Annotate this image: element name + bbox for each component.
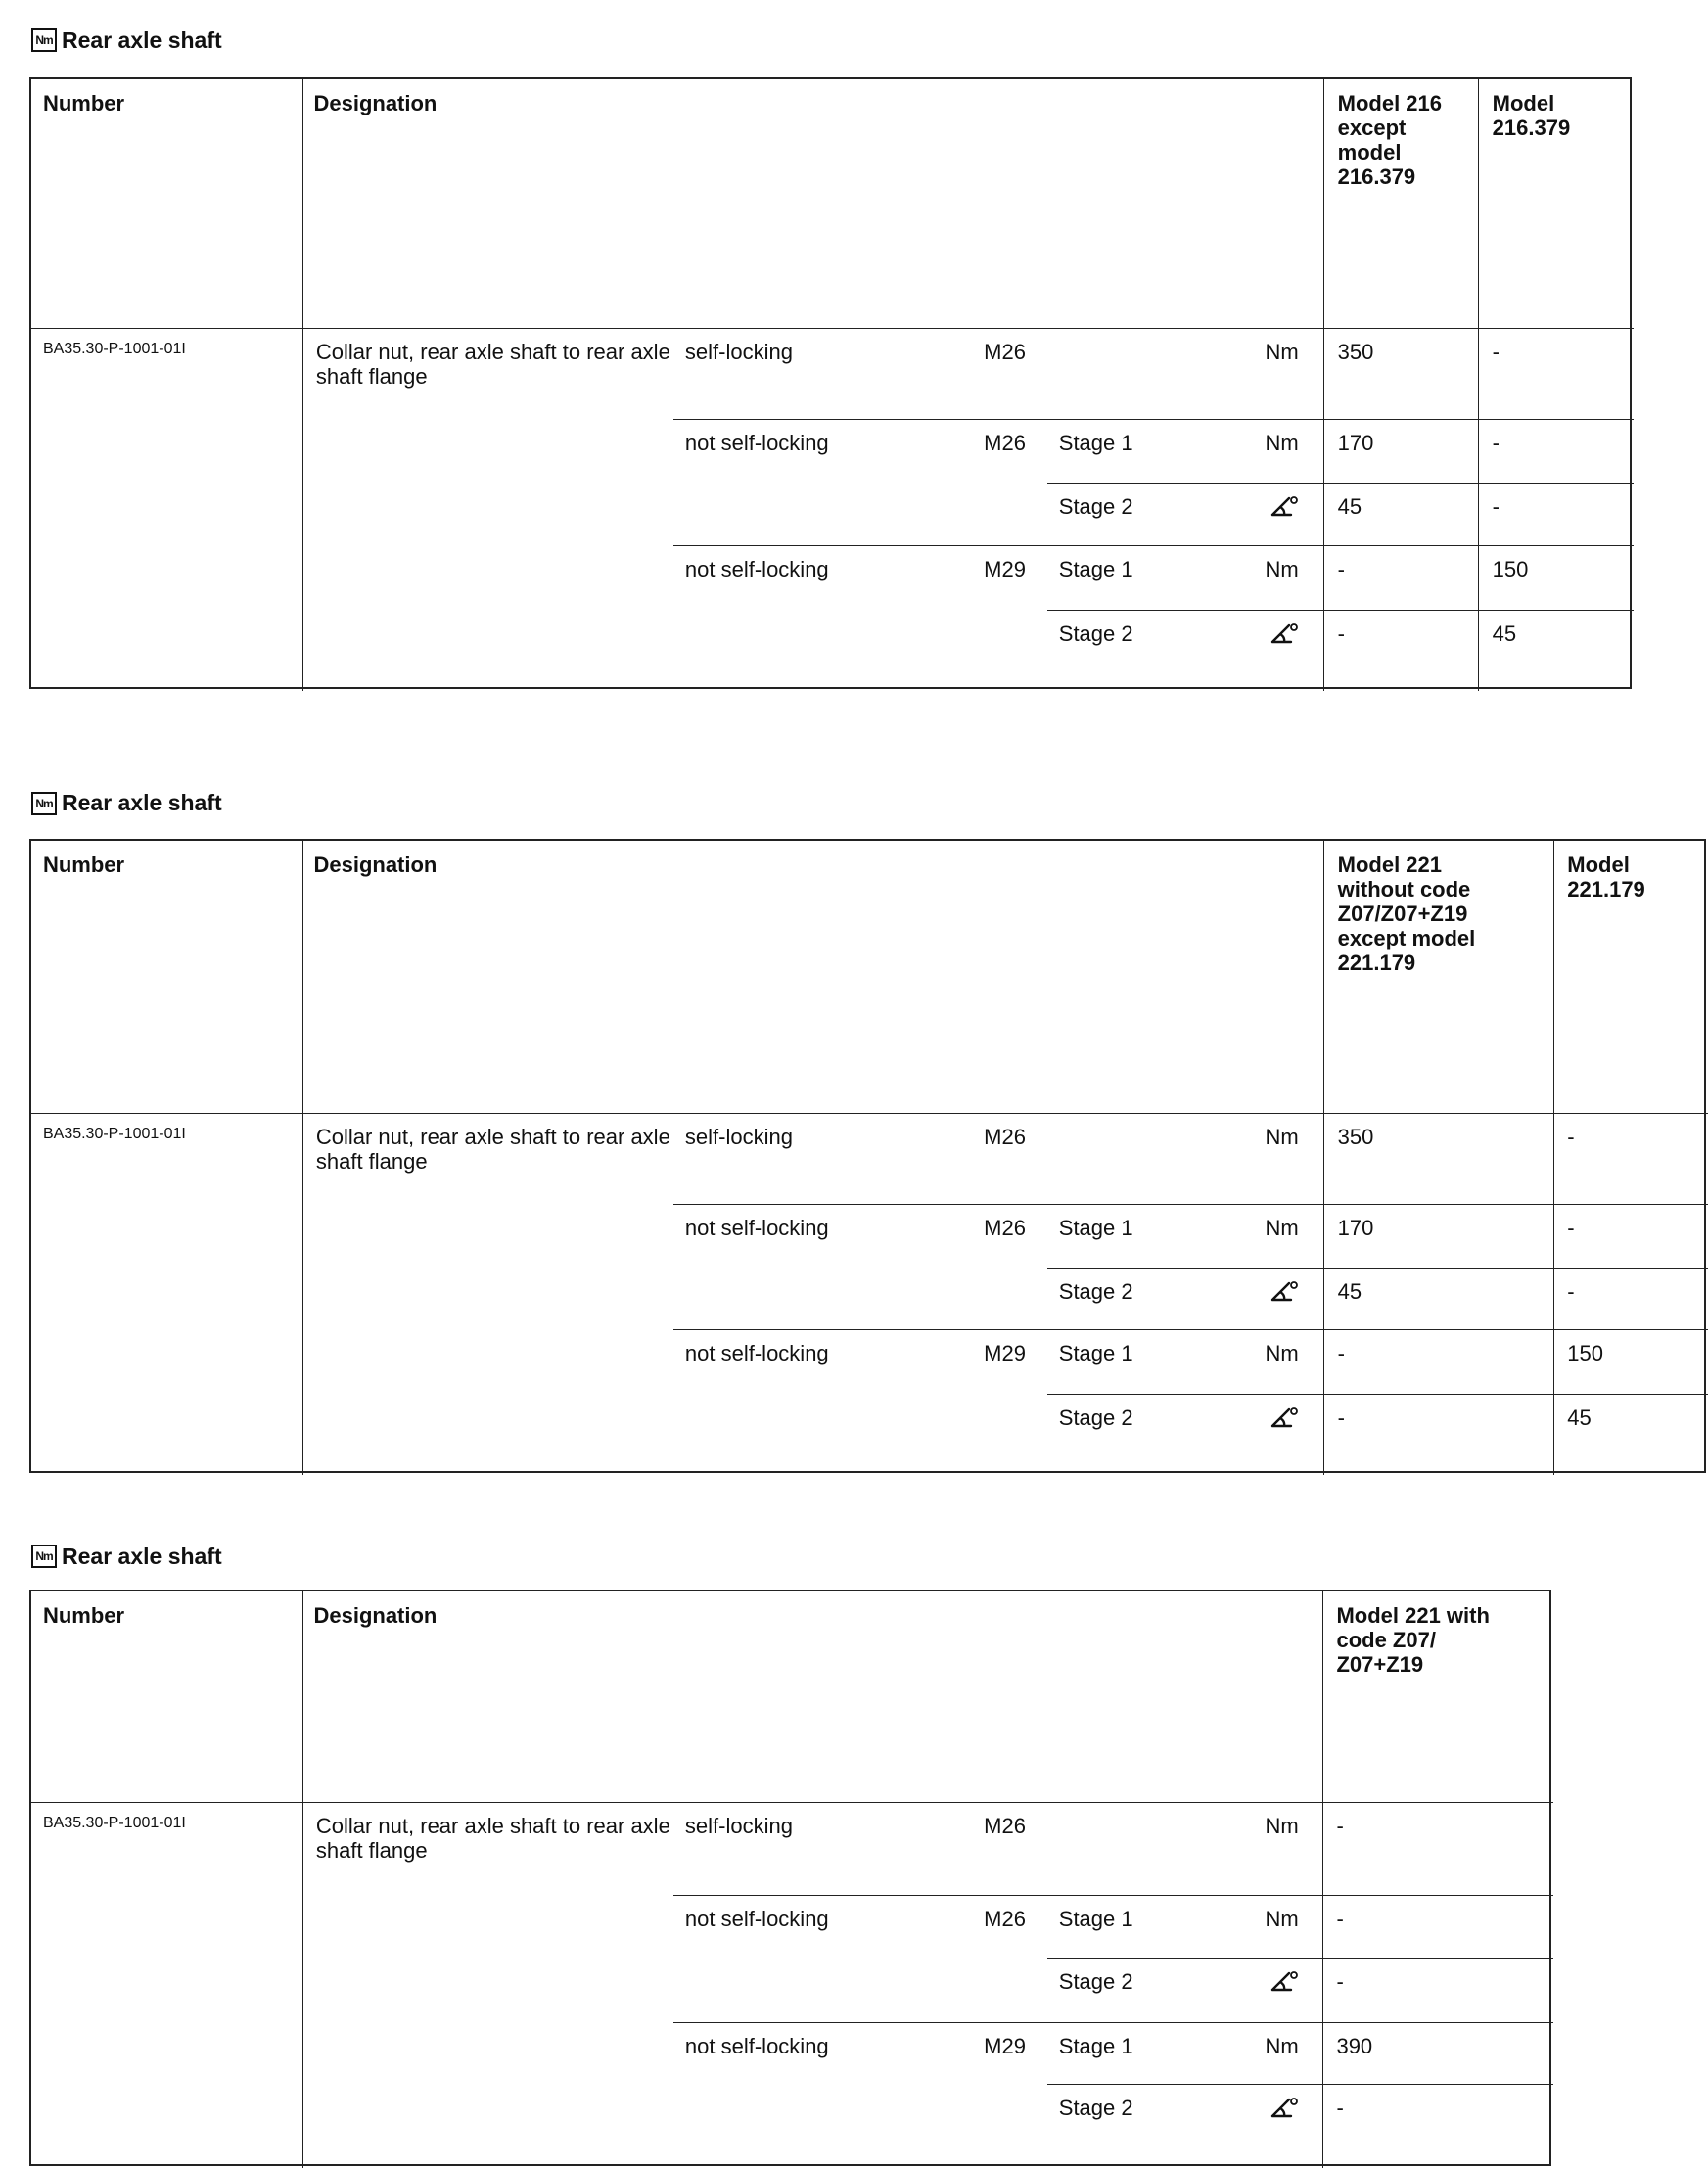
locking-type: not self-locking — [684, 431, 829, 456]
tightening-stage: Stage 2 — [1058, 622, 1133, 647]
header-model: Model 216.379 — [1492, 90, 1571, 140]
row-divider — [1323, 419, 1634, 420]
torque-value: - — [1492, 431, 1500, 456]
row-divider — [1323, 1329, 1708, 1330]
header-designation: Designation — [313, 90, 438, 115]
torque-value: - — [1337, 557, 1345, 582]
row-divider — [1322, 2022, 1553, 2023]
column-divider — [1553, 841, 1554, 1475]
torque-value: - — [1492, 339, 1500, 364]
torque-value: 45 — [1492, 622, 1517, 647]
locking-type: not self-locking — [684, 1907, 829, 1932]
tightening-stage: Stage 1 — [1058, 2033, 1133, 2058]
row-divider — [1322, 1958, 1553, 1959]
torque-table — [29, 839, 1706, 1473]
locking-type: not self-locking — [684, 1216, 829, 1241]
thread-size: M26 — [984, 431, 1026, 456]
torque-value: 45 — [1567, 1406, 1592, 1430]
tightening-stage: Stage 2 — [1058, 493, 1133, 519]
row-divider — [1047, 1268, 1323, 1269]
thread-size: M26 — [984, 1124, 1026, 1149]
thread-size: M26 — [984, 339, 1026, 364]
torque-value: 390 — [1336, 2033, 1373, 2058]
header-divider — [31, 1802, 1553, 1803]
torque-unit: Nm — [1265, 431, 1299, 456]
torque-unit: Nm — [1265, 1813, 1299, 1838]
header-model: Model 216 except model 216.379 — [1337, 90, 1443, 189]
header-designation: Designation — [313, 853, 438, 878]
torque-value: 170 — [1337, 1216, 1374, 1241]
torque-unit: Nm — [1265, 1216, 1299, 1241]
row-divider — [1323, 1268, 1708, 1269]
tightening-stage: Stage 2 — [1058, 1406, 1133, 1430]
row-divider — [673, 1895, 1322, 1896]
thread-size: M29 — [984, 557, 1026, 582]
torque-value: - — [1336, 1907, 1344, 1932]
column-divider — [1322, 1591, 1323, 2168]
part-designation: Collar nut, rear axle shaft to rear axle shaft flange — [315, 339, 670, 389]
angle-degree-icon — [1269, 494, 1299, 520]
row-divider — [1323, 545, 1634, 546]
torque-value: - — [1336, 2096, 1344, 2121]
torque-unit: Nm — [1265, 2033, 1299, 2058]
locking-type: self-locking — [684, 339, 793, 364]
torque-value: - — [1336, 1968, 1344, 1994]
part-number: BA35.30-P-1001-01I — [42, 340, 186, 357]
nm-torque-icon: Nm — [31, 1545, 57, 1568]
column-divider — [1478, 79, 1479, 691]
torque-value: 170 — [1337, 431, 1374, 456]
torque-value: - — [1336, 1813, 1344, 1838]
thread-size: M29 — [984, 2033, 1026, 2058]
header-model: Model 221 with code Z07/ Z07+Z19 — [1336, 1603, 1490, 1678]
header-divider — [31, 328, 1634, 329]
angle-degree-icon — [1269, 1406, 1299, 1431]
tightening-stage: Stage 1 — [1058, 1907, 1133, 1932]
thread-size: M26 — [984, 1216, 1026, 1241]
row-divider — [1322, 2084, 1553, 2085]
torque-value: 150 — [1567, 1341, 1603, 1366]
row-divider — [1323, 1204, 1708, 1205]
row-divider — [1047, 610, 1323, 611]
header-number: Number — [42, 1603, 125, 1629]
thread-size: M29 — [984, 1341, 1026, 1366]
column-divider — [1323, 841, 1324, 1475]
column-divider — [302, 1591, 303, 2168]
column-divider — [1323, 79, 1324, 691]
row-divider — [673, 1329, 1323, 1330]
row-divider — [1323, 483, 1634, 484]
tightening-stage: Stage 2 — [1058, 2096, 1133, 2121]
torque-value: 45 — [1337, 1278, 1362, 1304]
row-divider — [1323, 610, 1634, 611]
section-title — [31, 1542, 222, 1571]
torque-value: - — [1337, 622, 1345, 647]
locking-type: self-locking — [684, 1813, 793, 1838]
torque-unit: Nm — [1265, 339, 1299, 364]
torque-value: - — [1567, 1278, 1575, 1304]
nm-torque-icon: Nm — [31, 792, 57, 815]
torque-value: 150 — [1492, 557, 1529, 582]
header-divider — [31, 1113, 1708, 1114]
torque-value: - — [1567, 1124, 1575, 1149]
tightening-stage: Stage 2 — [1058, 1968, 1133, 1994]
angle-degree-icon — [1269, 1969, 1299, 1995]
tightening-stage: Stage 1 — [1058, 1341, 1133, 1366]
row-divider — [1047, 1958, 1322, 1959]
angle-degree-icon — [1269, 2096, 1299, 2121]
tightening-stage: Stage 1 — [1058, 431, 1133, 456]
torque-value: 45 — [1337, 493, 1362, 519]
section-title — [31, 789, 222, 818]
section-title — [31, 25, 222, 55]
part-designation: Collar nut, rear axle shaft to rear axle shaft flange — [315, 1813, 670, 1863]
tightening-stage: Stage 1 — [1058, 1216, 1133, 1241]
torque-unit: Nm — [1265, 1124, 1299, 1149]
torque-value: 350 — [1337, 339, 1374, 364]
header-model: Model 221.179 — [1567, 853, 1645, 902]
row-divider — [673, 2022, 1322, 2023]
torque-value: - — [1567, 1216, 1575, 1241]
section-title-text: Rear axle shaft — [62, 26, 222, 53]
thread-size: M26 — [984, 1907, 1026, 1932]
torque-unit: Nm — [1265, 557, 1299, 582]
thread-size: M26 — [984, 1813, 1026, 1838]
header-model: Model 221 without code Z07/Z07+Z19 except model 221.179 — [1337, 853, 1476, 976]
torque-unit: Nm — [1265, 1907, 1299, 1932]
angle-degree-icon — [1269, 622, 1299, 647]
torque-table — [29, 77, 1632, 689]
row-divider — [1047, 483, 1323, 484]
row-divider — [1047, 2084, 1322, 2085]
column-divider — [302, 79, 303, 691]
row-divider — [1047, 1394, 1323, 1395]
column-divider — [302, 841, 303, 1475]
locking-type: not self-locking — [684, 1341, 829, 1366]
header-number: Number — [42, 853, 125, 878]
locking-type: self-locking — [684, 1124, 793, 1149]
row-divider — [673, 545, 1323, 546]
part-number: BA35.30-P-1001-01I — [42, 1125, 186, 1142]
tightening-stage: Stage 1 — [1058, 557, 1133, 582]
part-designation: Collar nut, rear axle shaft to rear axle shaft flange — [315, 1124, 670, 1174]
row-divider — [1322, 1895, 1553, 1896]
tightening-stage: Stage 2 — [1058, 1278, 1133, 1304]
torque-value: 350 — [1337, 1124, 1374, 1149]
nm-torque-icon: Nm — [31, 28, 57, 52]
torque-value: - — [1337, 1406, 1345, 1430]
section-title-text: Rear axle shaft — [62, 1543, 222, 1569]
row-divider — [673, 1204, 1323, 1205]
torque-table — [29, 1590, 1551, 2166]
torque-value: - — [1492, 493, 1500, 519]
section-title-text: Rear axle shaft — [62, 790, 222, 816]
angle-degree-icon — [1269, 1279, 1299, 1305]
torque-value: - — [1337, 1341, 1345, 1366]
row-divider — [1323, 1394, 1708, 1395]
locking-type: not self-locking — [684, 557, 829, 582]
header-designation: Designation — [313, 1603, 438, 1629]
part-number: BA35.30-P-1001-01I — [42, 1814, 186, 1831]
locking-type: not self-locking — [684, 2033, 829, 2058]
row-divider — [673, 419, 1323, 420]
header-number: Number — [42, 90, 125, 115]
torque-unit: Nm — [1265, 1341, 1299, 1366]
